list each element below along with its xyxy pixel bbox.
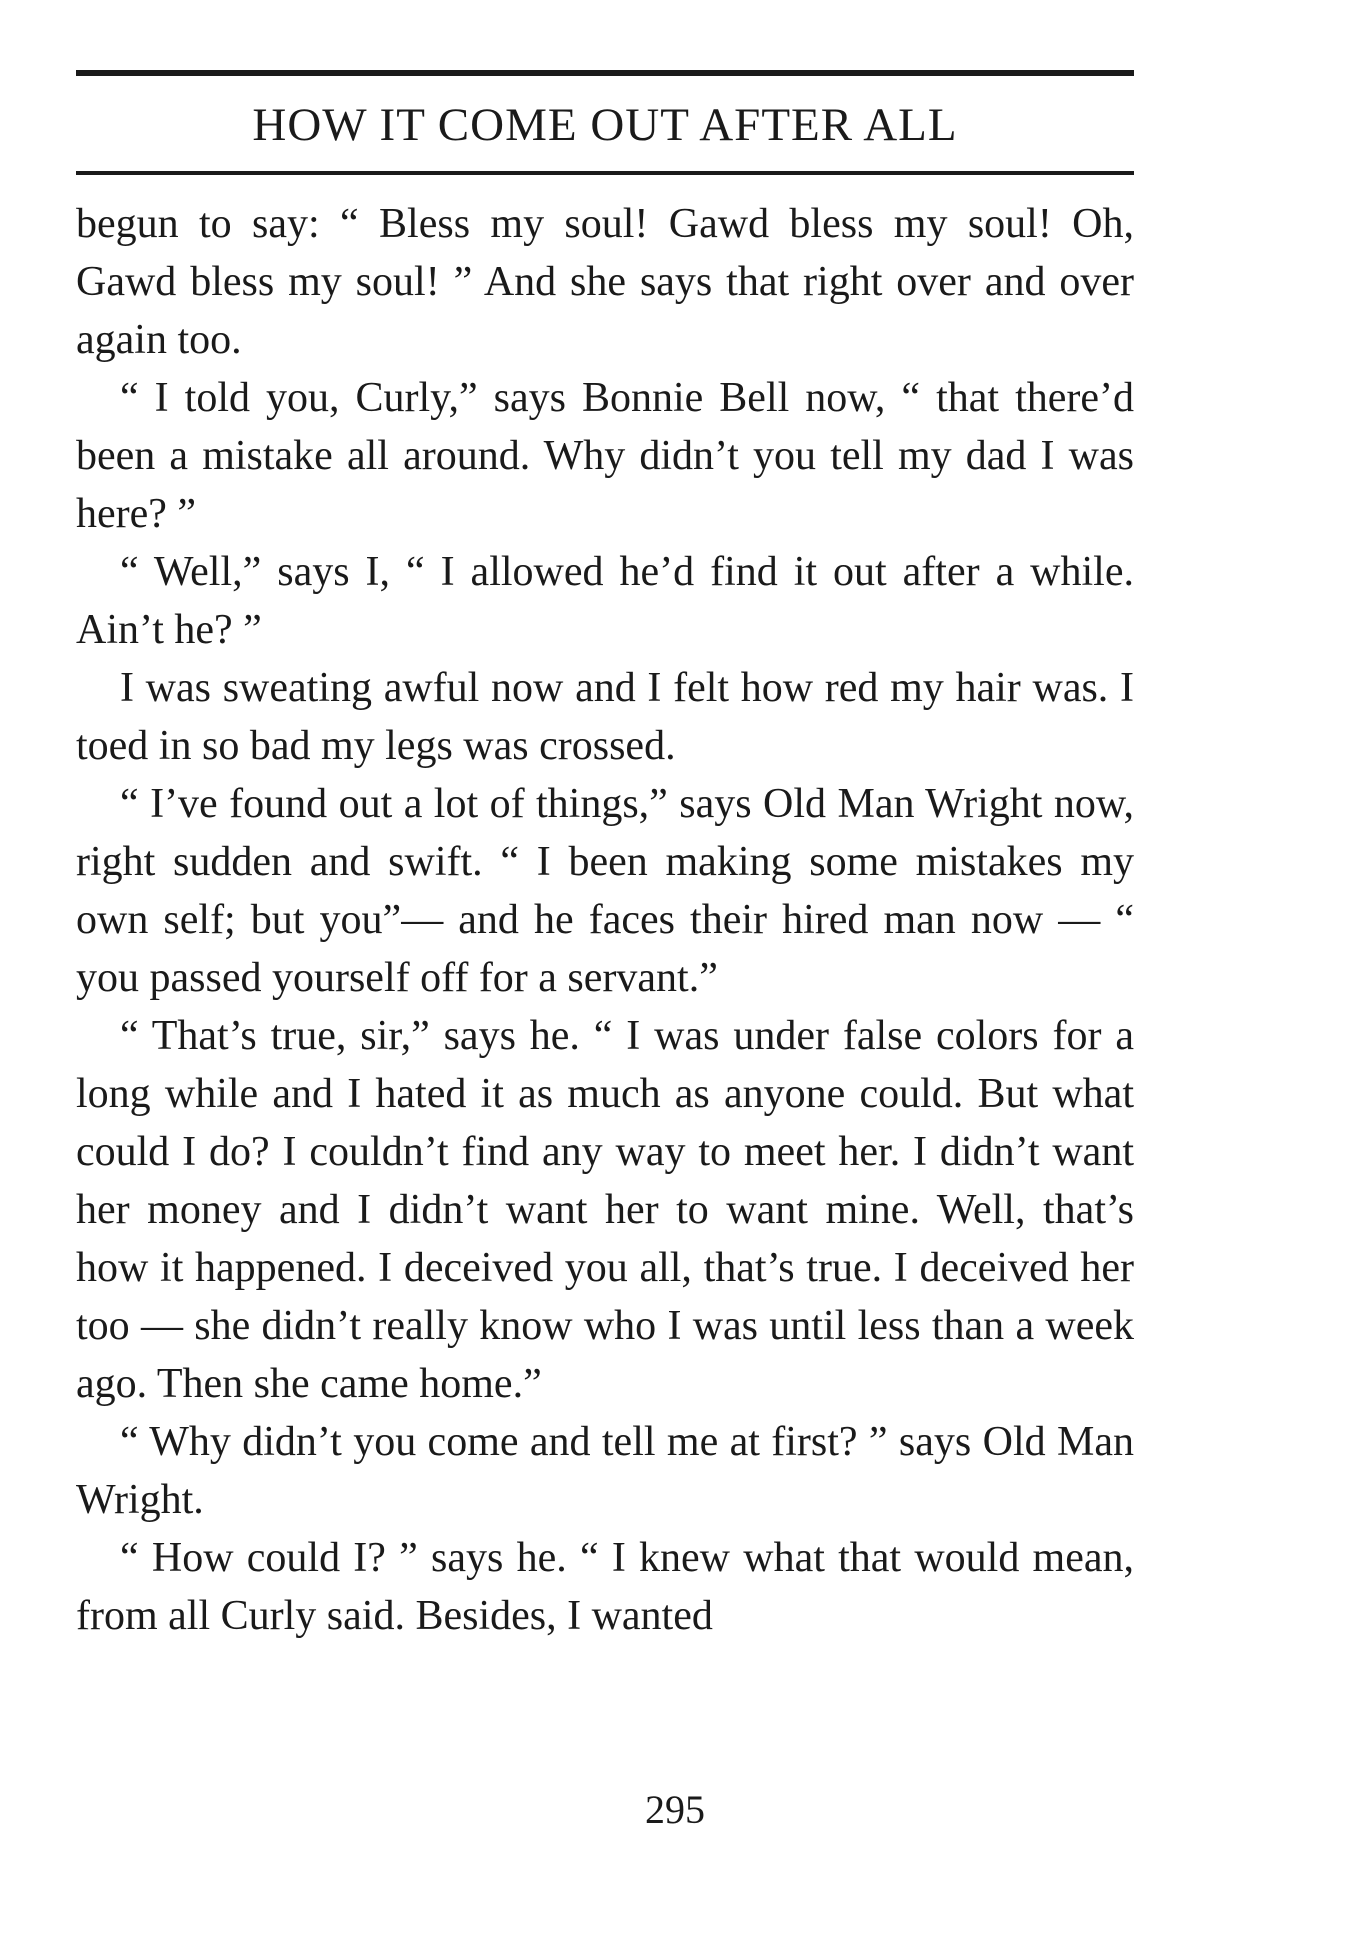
running-title: HOW IT COME OUT AFTER ALL [252, 99, 958, 151]
header-rule-bottom [76, 171, 1134, 175]
page-number: 295 [645, 1787, 705, 1832]
paragraph: “ How could I? ” says he. “ I knew what that would mean, from all Curly said. Besides, I wanted [76, 1535, 1134, 1639]
paragraph: “ Why didn’t you come and tell me at first? ” says Old Man Wright. [76, 1419, 1134, 1523]
body-text [76, 195, 1134, 1645]
paragraph: “ I’ve found out a lot of things,” says Old Man Wright now, right sudden and swift. “ I been making some mistakes my own self; but you”— and he faces their hired man now — “ you passed yourself off for a servant.” [76, 781, 1134, 1001]
paragraph: “ That’s true, sir,” says he. “ I was under false colors for a long while and I hated it as much as anyone could. But what could I do? I couldn’t find any way to meet her. I didn’t want her money and I didn’t want her to want mine. Well, that’s how it happened. I deceived you all, that’s true. I deceived her too — she didn’t really know who I was until less than a week ago. Then she came home.” [76, 1013, 1134, 1407]
paragraph: begun to say: “ Bless my soul! Gawd bless my soul! Oh, Gawd bless my soul! ” And she says that right over and over again too. [76, 201, 1134, 363]
paragraph: I was sweating awful now and I felt how red my hair was. I toed in so bad my legs was crossed. [76, 665, 1134, 769]
book-page [76, 70, 1134, 1645]
paragraph: “ Well,” says I, “ I allowed he’d find it out after a while. Ain’t he? ” [76, 549, 1134, 653]
paragraph: “ I told you, Curly,” says Bonnie Bell now, “ that there’d been a mistake all around. Why didn’t you tell my dad I was here? ” [76, 375, 1134, 537]
